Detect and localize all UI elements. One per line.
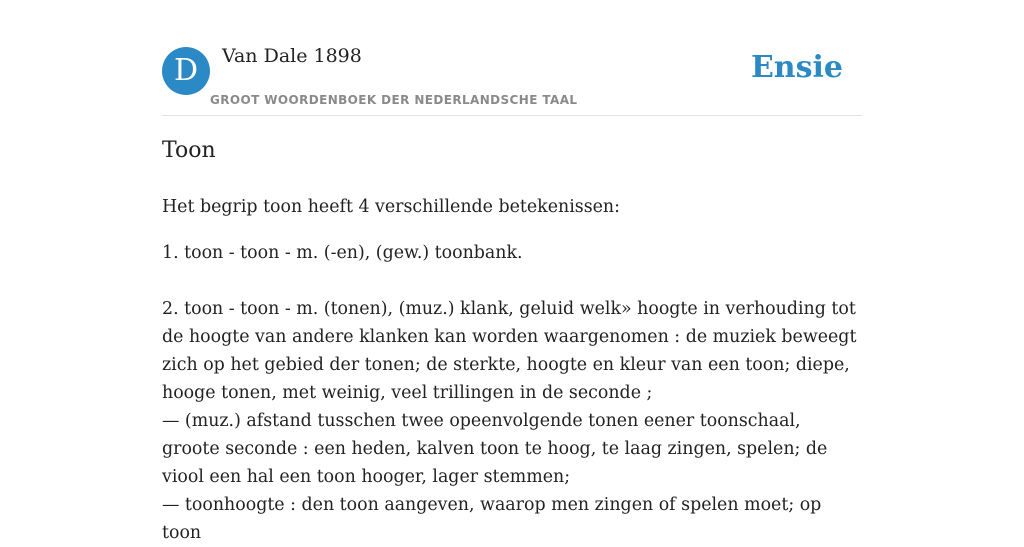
entry-intro: Het begrip toon heeft 4 verschillende betekenissen: [162, 197, 620, 217]
dictionary-title[interactable]: Van Dale 1898 [222, 45, 362, 67]
definition-2-sense-c: — toonhoogte : den toon aangeven, waarop men zingen of spelen moet; op toon [162, 495, 822, 543]
dictionary-logo[interactable]: D [162, 47, 210, 95]
dictionary-subtitle: GROOT WOORDENBOEK DER NEDERLANDSCHE TAAL [210, 93, 578, 107]
ensie-brand-logo[interactable]: Ensie [750, 50, 843, 85]
header-divider [162, 115, 862, 116]
definition-1: 1. toon - toon - m. (-en), (gew.) toonbank. [162, 243, 523, 263]
definition-2: 2. toon - toon - m. (tonen), (muz.) klank, geluid welk» hoogte in verhouding tot de hoogte van andere klanken kan worden waargenomen : de muziek beweegt zich op het gebied der tonen; de sterkte, hoogte en kleur van een toon; diepe, hooge tonen, met weinig, veel trillingen in de seconde ; [162, 299, 857, 403]
definition-2-sense-b: — (muz.) afstand tusschen twee opeenvolgende tonen eener toonschaal, groote seconde : een heden, kalven toon te hoog, te laag zingen, spelen; de viool een hal een toon hooger, lager stemmen; [162, 411, 828, 487]
entry-term: Toon [162, 138, 216, 163]
entry-content [162, 193, 862, 547]
definition-spacer [162, 267, 862, 295]
